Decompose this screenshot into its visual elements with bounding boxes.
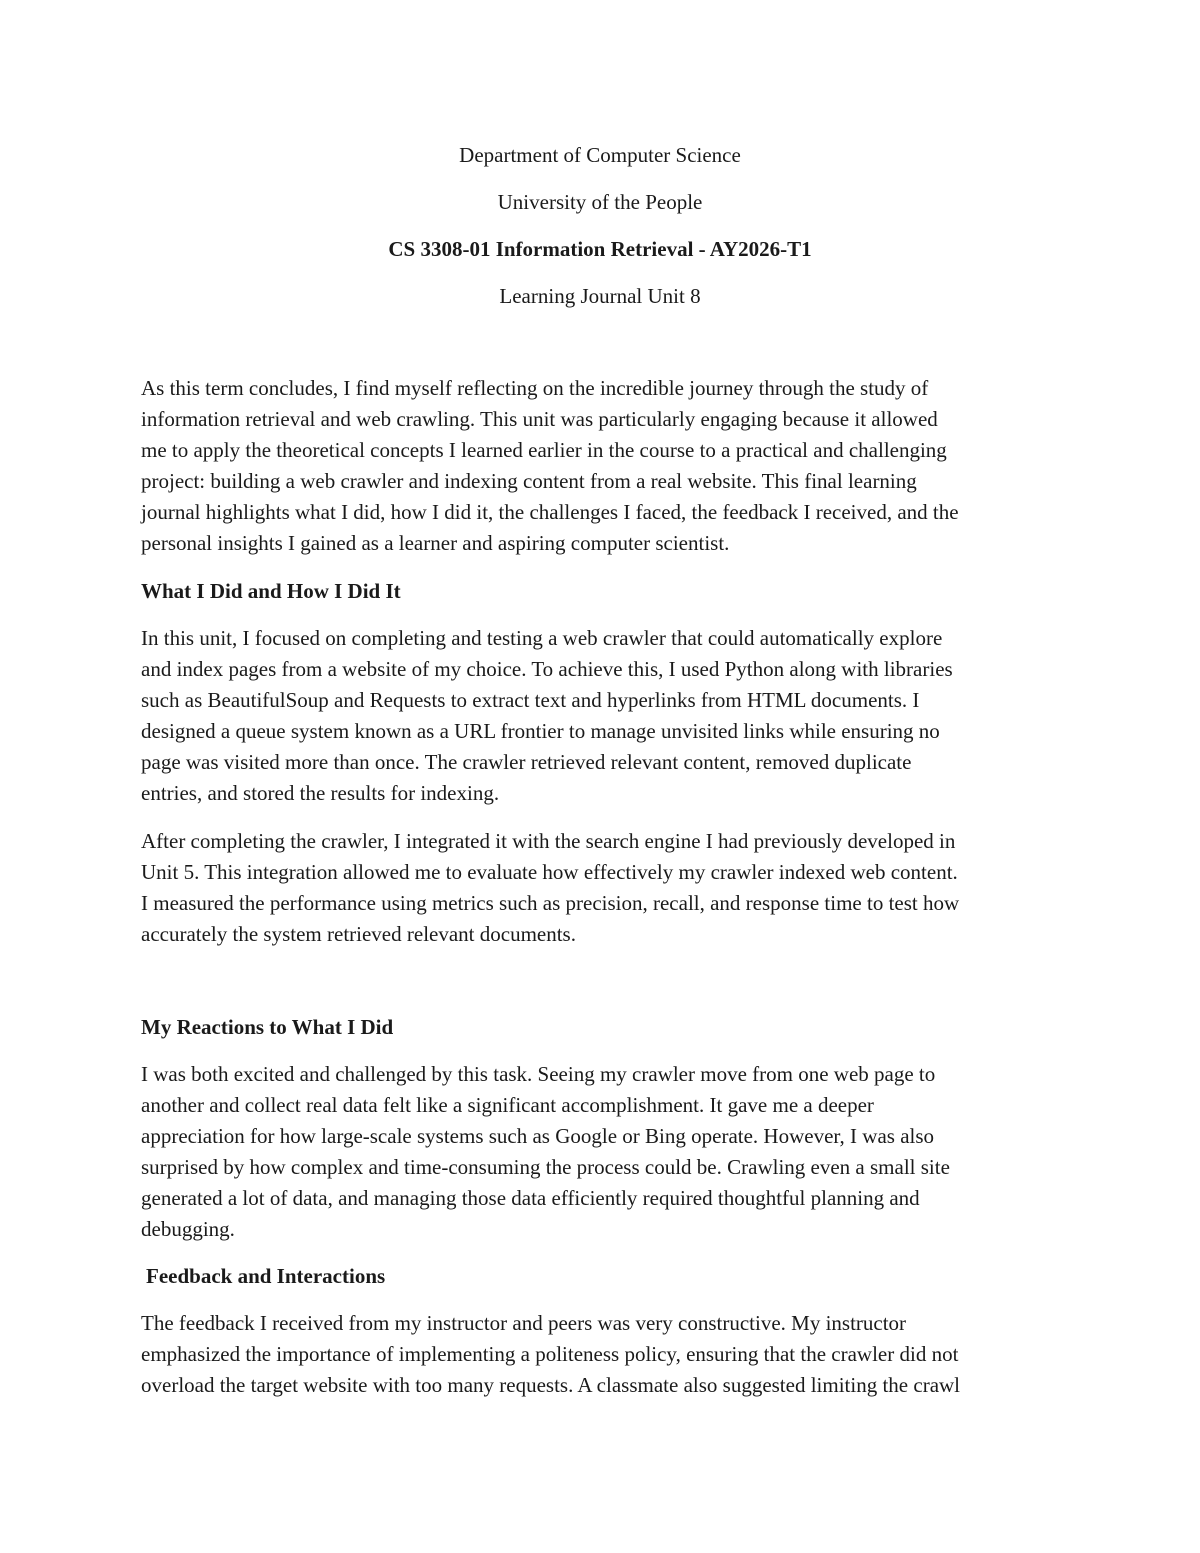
course-title: CS 3308-01 Information Retrieval - AY2026-T1 — [388, 237, 812, 261]
text-line: I measured the performance using metrics such as precision, recall, and response time to test how — [141, 891, 960, 915]
text-line: another and collect real data felt like a significant accomplishment. It gave me a deeper — [141, 1093, 874, 1117]
text-line: The feedback I received from my instructor and peers was very constructive. My instructor — [141, 1311, 907, 1335]
section-heading-feedback: Feedback and Interactions — [146, 1264, 386, 1288]
text-line: surprised by how complex and time-consuming the process could be. Crawling even a small site — [141, 1155, 950, 1179]
text-line: personal insights I gained as a learner and aspiring computer scientist. — [141, 531, 730, 555]
text-line: me to apply the theoretical concepts I learned earlier in the course to a practical and challenging — [141, 438, 947, 462]
section2-paragraph-1 — [141, 1059, 1071, 1245]
text-line: debugging. — [141, 1217, 235, 1241]
text-line: designed a queue system known as a URL frontier to manage unvisited links while ensuring no — [141, 719, 940, 743]
section1-paragraph-1 — [141, 623, 1071, 809]
text-line: such as BeautifulSoup and Requests to extract text and hyperlinks from HTML documents. I — [141, 688, 920, 712]
section1-paragraph-2 — [141, 826, 1071, 950]
text-line: overload the target website with too many requests. A classmate also suggested limiting the crawl — [141, 1373, 961, 1397]
text-line: appreciation for how large-scale systems such as Google or Bing operate. However, I was also — [141, 1124, 935, 1148]
section-heading-what-i-did: What I Did and How I Did It — [141, 579, 401, 603]
text-line: project: building a web crawler and indexing content from a real website. This final learning — [141, 469, 917, 493]
text-line: page was visited more than once. The crawler retrieved relevant content, removed duplicate — [141, 750, 912, 774]
text-line: I was both excited and challenged by this task. Seeing my crawler move from one web page to — [141, 1062, 936, 1086]
text-line: information retrieval and web crawling. This unit was particularly engaging because it allowed — [141, 407, 938, 431]
department-name: Department of Computer Science — [459, 143, 741, 167]
section-heading-reactions: My Reactions to What I Did — [141, 1015, 394, 1039]
text-line: In this unit, I focused on completing and testing a web crawler that could automatically explore — [141, 626, 943, 650]
section3-paragraph-1 — [141, 1308, 1071, 1401]
intro-paragraph — [141, 373, 1071, 559]
text-line: As this term concludes, I find myself reflecting on the incredible journey through the study of — [141, 376, 929, 400]
university-name: University of the People — [497, 190, 703, 214]
journal-title: Learning Journal Unit 8 — [499, 284, 701, 308]
text-line: After completing the crawler, I integrated it with the search engine I had previously developed in — [141, 829, 956, 853]
text-line: generated a lot of data, and managing those data efficiently required thoughtful planning and — [141, 1186, 920, 1210]
text-line: Unit 5. This integration allowed me to evaluate how effectively my crawler indexed web content. — [141, 860, 958, 884]
text-line: entries, and stored the results for indexing. — [141, 781, 500, 805]
text-line: and index pages from a website of my choice. To achieve this, I used Python along with libraries — [141, 657, 953, 681]
text-line: emphasized the importance of implementing a politeness policy, ensuring that the crawler did not — [141, 1342, 959, 1366]
text-line: accurately the system retrieved relevant documents. — [141, 922, 576, 946]
text-line: journal highlights what I did, how I did it, the challenges I faced, the feedback I received, and the — [141, 500, 959, 524]
